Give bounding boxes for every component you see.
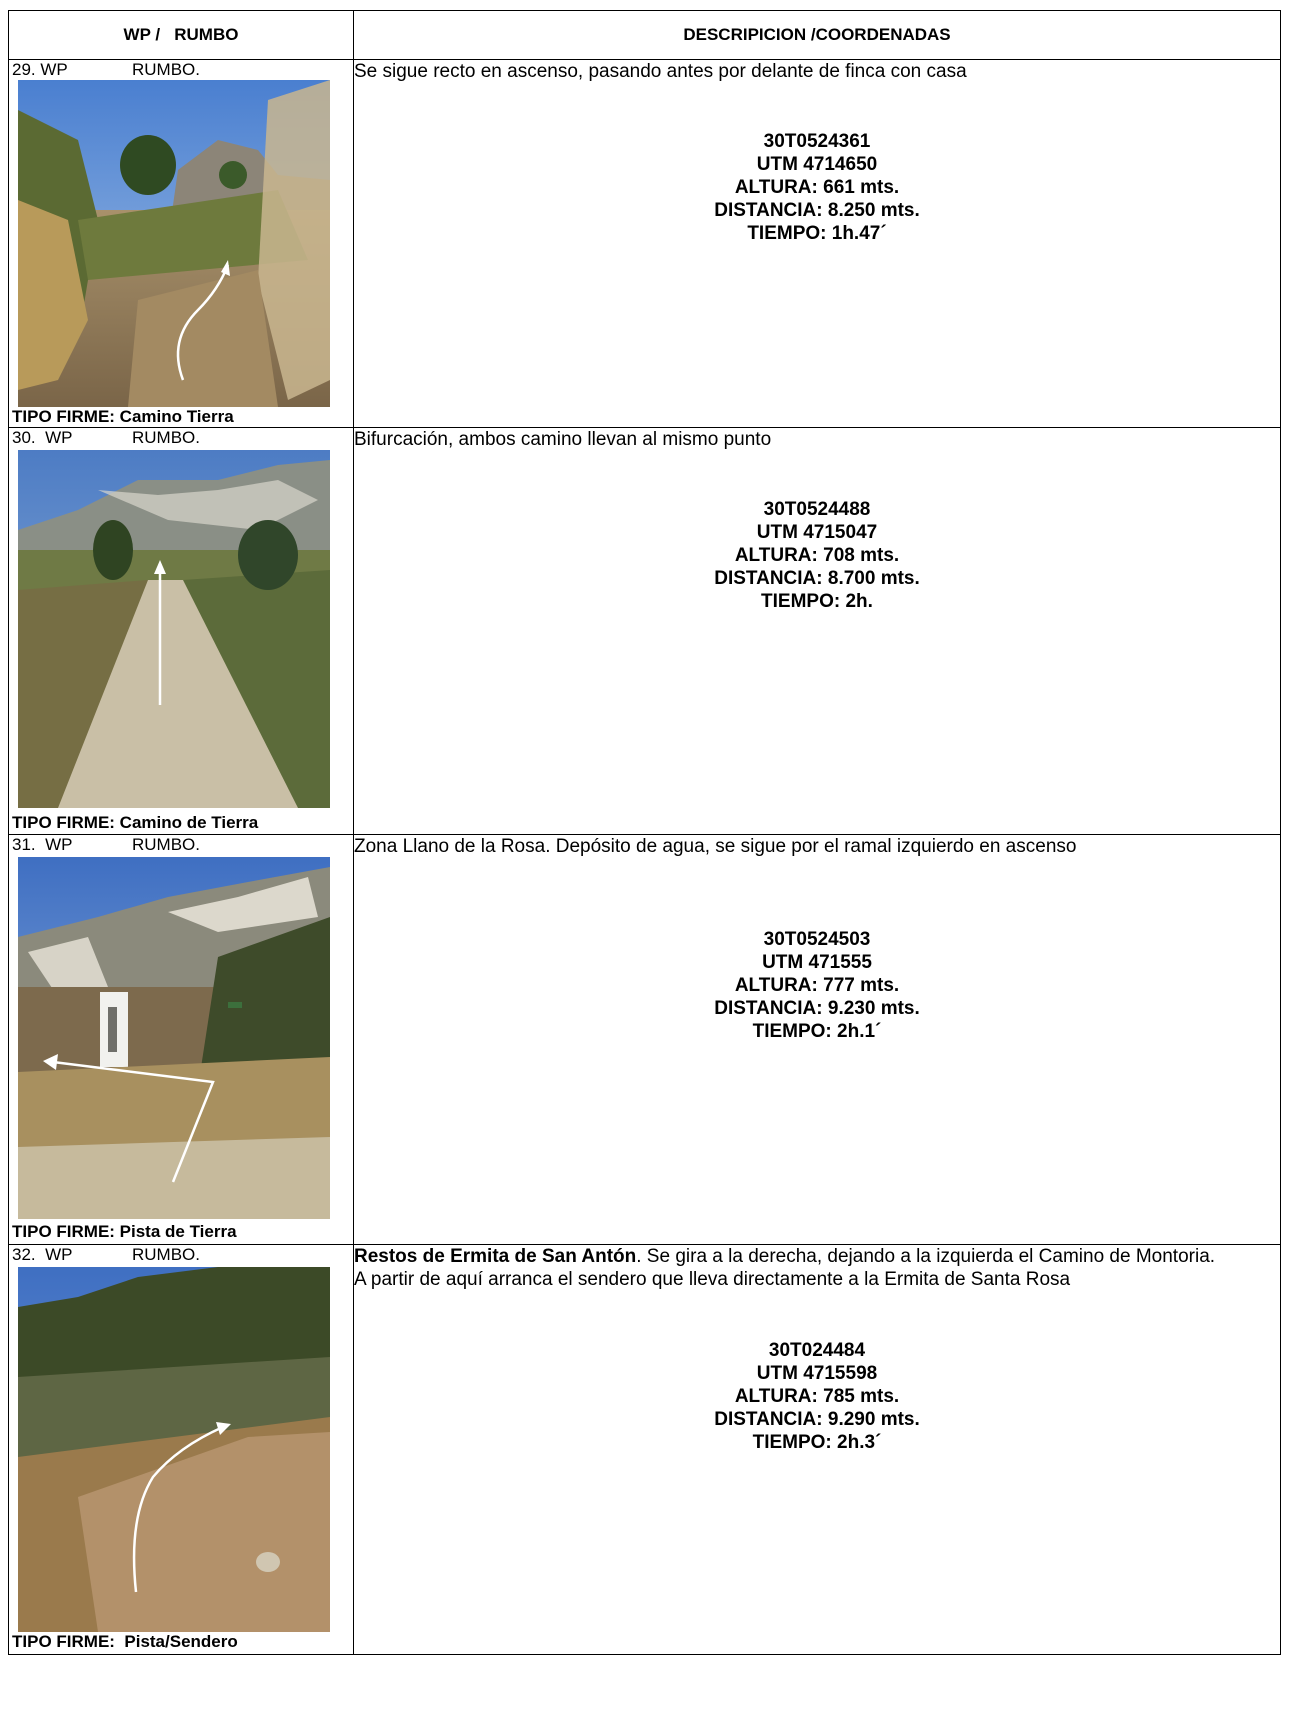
- waypoint-number: 30. WP: [12, 428, 73, 447]
- waypoint-cell: [9, 60, 354, 428]
- tipo-firme: TIPO FIRME: Pista de Tierra: [12, 1222, 237, 1241]
- waypoint-header: [9, 1245, 353, 1265]
- altura: ALTURA: 777 mts.: [734, 975, 900, 996]
- tiempo: TIEMPO: 1h.47´: [747, 223, 887, 244]
- distancia: DISTANCIA: 9.290 mts.: [714, 1409, 920, 1430]
- description-text: [354, 835, 1280, 858]
- description-line: A partir de aquí arranca el sendero que lleva directamente a la Ermita de Santa Rosa: [354, 1269, 1071, 1290]
- coordinates-block: [354, 928, 1280, 1043]
- description-text: [354, 1245, 1280, 1291]
- tiempo: TIEMPO: 2h.3´: [752, 1432, 882, 1453]
- rumbo-label: RUMBO.: [132, 1245, 200, 1264]
- waypoint-photo: [18, 80, 330, 407]
- waypoint-table: [8, 10, 1281, 1655]
- description-cell: [354, 60, 1281, 428]
- utm-zone: 30T0524503: [763, 929, 871, 950]
- waypoint-photo: [18, 450, 330, 808]
- coordinates-block: [354, 1339, 1280, 1454]
- waypoint-cell: [9, 1245, 354, 1655]
- description-line: . Se gira a la derecha, dejando a la izquierda el Camino de Montoria.: [636, 1246, 1216, 1267]
- tipo-firme: TIPO FIRME: Camino de Tierra: [12, 813, 259, 832]
- waypoint-number: 31. WP: [12, 835, 73, 854]
- description-cell: [354, 428, 1281, 835]
- utm-northing: UTM 471555: [762, 952, 872, 973]
- distancia: DISTANCIA: 8.700 mts.: [714, 568, 920, 589]
- header-descripcion: DESCRIPICION /COORDENADAS: [354, 11, 1281, 60]
- waypoint-header: [9, 428, 353, 448]
- description-cell: [354, 1245, 1281, 1655]
- waypoint-number: 32. WP: [12, 1245, 73, 1264]
- utm-zone: 30T024484: [768, 1340, 866, 1361]
- table-header-row: [9, 11, 1281, 60]
- table-row: [9, 60, 1281, 428]
- altura: ALTURA: 708 mts.: [734, 545, 900, 566]
- tiempo: TIEMPO: 2h.1´: [752, 1021, 882, 1042]
- tipo-firme: TIPO FIRME: Camino Tierra: [12, 407, 234, 426]
- rumbo-label: RUMBO.: [132, 60, 200, 79]
- rumbo-label: RUMBO.: [132, 835, 200, 854]
- waypoint-header: [9, 60, 353, 80]
- table-row: [9, 1245, 1281, 1655]
- table-row: [9, 835, 1281, 1245]
- waypoint-photo: [18, 1267, 330, 1632]
- description-text: [354, 428, 1280, 451]
- waypoint-number: 29. WP: [12, 60, 68, 79]
- waypoint-header: [9, 835, 353, 855]
- utm-northing: UTM 4715047: [756, 522, 878, 543]
- description-text: [354, 60, 1280, 83]
- utm-northing: UTM 4715598: [756, 1363, 878, 1384]
- description-line: Bifurcación, ambos camino llevan al mismo punto: [354, 429, 772, 450]
- rumbo-label: RUMBO.: [132, 428, 200, 447]
- utm-zone: 30T0524488: [763, 499, 871, 520]
- coordinates-block: [354, 498, 1280, 613]
- coordinates-block: [354, 130, 1280, 245]
- altura: ALTURA: 661 mts.: [734, 177, 900, 198]
- description-line: Zona Llano de la Rosa. Depósito de agua, se sigue por el ramal izquierdo en ascenso: [354, 836, 1077, 857]
- distancia: DISTANCIA: 9.230 mts.: [714, 998, 920, 1019]
- waypoint-photo: [18, 857, 330, 1219]
- utm-zone: 30T0524361: [763, 131, 871, 152]
- tiempo: TIEMPO: 2h.: [761, 591, 873, 612]
- utm-northing: UTM 4714650: [756, 154, 878, 175]
- waypoint-cell: [9, 428, 354, 835]
- tipo-firme: TIPO FIRME: Pista/Sendero: [12, 1632, 238, 1651]
- distancia: DISTANCIA: 8.250 mts.: [714, 200, 920, 221]
- description-cell: [354, 835, 1281, 1245]
- description-line: Se sigue recto en ascenso, pasando antes por delante de finca con casa: [354, 61, 967, 82]
- table-row: [9, 428, 1281, 835]
- header-wp-rumbo: WP / RUMBO: [9, 11, 354, 60]
- description-bold: Restos de Ermita de San Antón: [354, 1246, 637, 1267]
- altura: ALTURA: 785 mts.: [734, 1386, 900, 1407]
- waypoint-cell: [9, 835, 354, 1245]
